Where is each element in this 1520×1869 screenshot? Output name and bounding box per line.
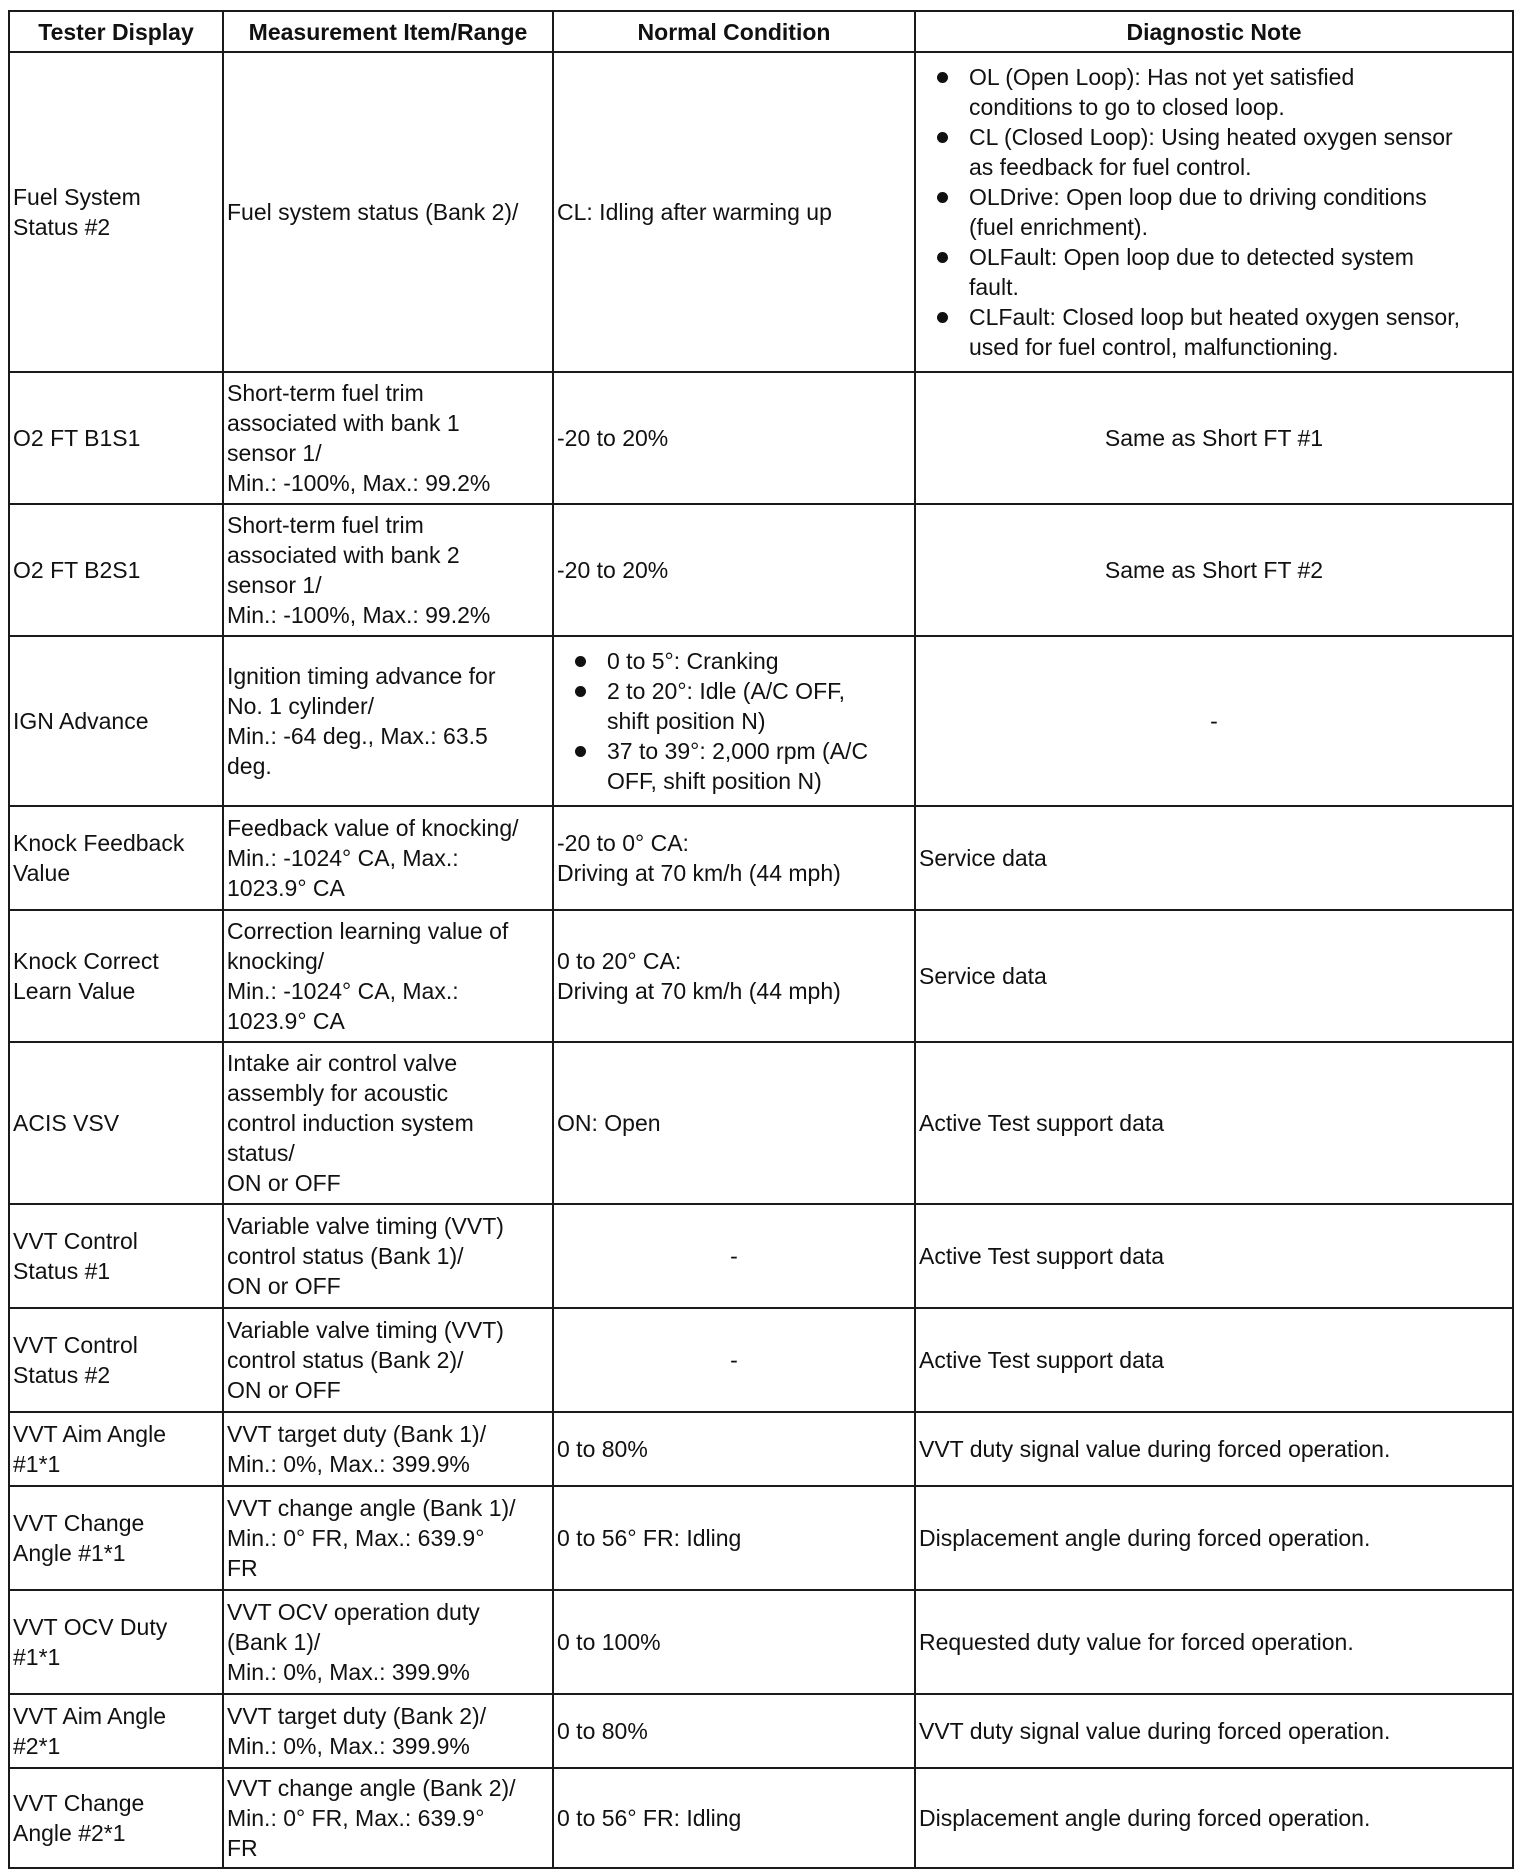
line: fault. <box>969 274 1019 300</box>
line: VVT Change <box>13 1790 145 1816</box>
line: ACIS VSV <box>13 1110 120 1136</box>
cell-normal-condition <box>553 372 915 504</box>
table-row <box>9 910 1513 1042</box>
line: (Bank 1)/ <box>227 1629 321 1655</box>
line: Min.: 0° FR, Max.: 639.9° <box>227 1525 485 1551</box>
bullet-item <box>607 676 911 736</box>
line: VVT Control <box>13 1332 138 1358</box>
cell-normal-condition <box>553 636 915 806</box>
bullet-item <box>969 122 1509 182</box>
line: Value <box>13 860 71 886</box>
cell-tester-display <box>9 372 223 504</box>
line: Variable valve timing (VVT) <box>227 1317 504 1343</box>
header-tester-display: Tester Display <box>9 11 223 52</box>
line: control status (Bank 2)/ <box>227 1347 464 1373</box>
cell-diagnostic-note: Active Test support data <box>915 1042 1513 1204</box>
line: IGN Advance <box>13 708 149 734</box>
line: associated with bank 1 <box>227 410 460 436</box>
line: Min.: -100%, Max.: 99.2% <box>227 602 491 628</box>
bullet-list <box>557 646 911 796</box>
cell-measurement <box>223 52 553 372</box>
cell-measurement <box>223 1768 553 1868</box>
line: VVT Change <box>13 1510 145 1536</box>
cell-normal-condition <box>553 1486 915 1590</box>
line: Min.: -1024° CA, Max.: <box>227 978 459 1004</box>
line: Fuel System <box>13 184 141 210</box>
bullet-item <box>969 302 1509 362</box>
line: OLDrive: Open loop due to driving conditions <box>969 184 1427 210</box>
data-list-table <box>8 10 1514 1869</box>
line: VVT OCV operation duty <box>227 1599 480 1625</box>
cell-measurement <box>223 1486 553 1590</box>
line: 0 to 56° FR: Idling <box>557 1805 742 1831</box>
cell-tester-display <box>9 1486 223 1590</box>
cell-normal-condition <box>553 1590 915 1694</box>
line: control status (Bank 1)/ <box>227 1243 464 1269</box>
line: Fuel system status (Bank 2)/ <box>227 199 519 225</box>
line: Min.: -1024° CA, Max.: <box>227 845 459 871</box>
bullet-item <box>607 736 911 796</box>
line: Knock Feedback <box>13 830 185 856</box>
line: 0 to 80% <box>557 1718 648 1744</box>
line: deg. <box>227 753 272 779</box>
line: Status #2 <box>13 214 111 240</box>
line: ON or OFF <box>227 1273 341 1299</box>
line: 0 to 5°: Cranking <box>607 648 779 674</box>
line: sensor 1/ <box>227 440 322 466</box>
line: shift position N) <box>607 708 766 734</box>
line: Learn Value <box>13 978 136 1004</box>
cell-measurement <box>223 1694 553 1768</box>
line: control induction system <box>227 1110 474 1136</box>
table-row <box>9 1486 1513 1590</box>
line: Driving at 70 km/h (44 mph) <box>557 860 841 886</box>
line: Min.: 0%, Max.: 399.9% <box>227 1451 470 1477</box>
bullet-item <box>969 62 1509 122</box>
line: conditions to go to closed loop. <box>969 94 1285 120</box>
line: 0 to 56° FR: Idling <box>557 1525 742 1551</box>
cell-diagnostic-note: VVT duty signal value during forced operation. <box>915 1694 1513 1768</box>
cell-tester-display <box>9 1204 223 1308</box>
cell-tester-display <box>9 1412 223 1486</box>
line: #1*1 <box>13 1451 61 1477</box>
cell-diagnostic-note: VVT duty signal value during forced operation. <box>915 1412 1513 1486</box>
line: Intake air control valve <box>227 1050 458 1076</box>
line: VVT Control <box>13 1228 138 1254</box>
line: Knock Correct <box>13 948 159 974</box>
line: Feedback value of knocking/ <box>227 815 519 841</box>
line: Min.: 0%, Max.: 399.9% <box>227 1659 470 1685</box>
table-row <box>9 52 1513 372</box>
line: O2 FT B1S1 <box>13 425 141 451</box>
line: CLFault: Closed loop but heated oxygen sensor, <box>969 304 1460 330</box>
line: Status #1 <box>13 1258 111 1284</box>
cell-diagnostic-note <box>915 52 1513 372</box>
cell-tester-display <box>9 806 223 910</box>
cell-tester-display <box>9 1042 223 1204</box>
cell-diagnostic-note: Requested duty value for forced operation. <box>915 1590 1513 1694</box>
cell-diagnostic-note: Active Test support data <box>915 1204 1513 1308</box>
line: (fuel enrichment). <box>969 214 1148 240</box>
cell-tester-display <box>9 1308 223 1412</box>
line: #2*1 <box>13 1733 61 1759</box>
line: Variable valve timing (VVT) <box>227 1213 504 1239</box>
line: Min.: -64 deg., Max.: 63.5 <box>227 723 488 749</box>
table-row <box>9 1308 1513 1412</box>
cell-tester-display <box>9 52 223 372</box>
bullet-item <box>969 182 1509 242</box>
header-normal-condition: Normal Condition <box>553 11 915 52</box>
line: CL: Idling after warming up <box>557 199 832 225</box>
cell-measurement <box>223 636 553 806</box>
cell-measurement <box>223 504 553 636</box>
table-row <box>9 504 1513 636</box>
table-row <box>9 372 1513 504</box>
line: knocking/ <box>227 948 325 974</box>
cell-measurement <box>223 1308 553 1412</box>
cell-normal-condition: - <box>553 1308 915 1412</box>
line: as feedback for fuel control. <box>969 154 1252 180</box>
line: #1*1 <box>13 1644 61 1670</box>
cell-diagnostic-note: - <box>915 636 1513 806</box>
cell-normal-condition <box>553 910 915 1042</box>
cell-diagnostic-note: Displacement angle during forced operation. <box>915 1768 1513 1868</box>
header-diagnostic-note: Diagnostic Note <box>915 11 1513 52</box>
cell-measurement <box>223 910 553 1042</box>
cell-diagnostic-note: Same as Short FT #1 <box>915 372 1513 504</box>
bullet-item <box>607 646 911 676</box>
line: 0 to 100% <box>557 1629 661 1655</box>
line: Angle #2*1 <box>13 1820 126 1846</box>
line: O2 FT B2S1 <box>13 557 141 583</box>
cell-diagnostic-note: Active Test support data <box>915 1308 1513 1412</box>
line: Short-term fuel trim <box>227 512 424 538</box>
line: ON or OFF <box>227 1170 341 1196</box>
cell-normal-condition <box>553 1412 915 1486</box>
cell-measurement <box>223 1042 553 1204</box>
line: VVT change angle (Bank 1)/ <box>227 1495 516 1521</box>
table-row <box>9 1204 1513 1308</box>
line: VVT change angle (Bank 2)/ <box>227 1775 516 1801</box>
line: sensor 1/ <box>227 572 322 598</box>
line: OL (Open Loop): Has not yet satisfied <box>969 64 1355 90</box>
cell-normal-condition <box>553 1042 915 1204</box>
cell-diagnostic-note: Service data <box>915 910 1513 1042</box>
line: 0 to 80% <box>557 1436 648 1462</box>
header-measurement-item: Measurement Item/Range <box>223 11 553 52</box>
line: 2 to 20°: Idle (A/C OFF, <box>607 678 846 704</box>
cell-normal-condition <box>553 1768 915 1868</box>
line: Angle #1*1 <box>13 1540 126 1566</box>
line: -20 to 0° CA: <box>557 830 689 856</box>
line: -20 to 20% <box>557 557 669 583</box>
bullet-list <box>919 62 1509 362</box>
line: -20 to 20% <box>557 425 669 451</box>
cell-normal-condition <box>553 806 915 910</box>
cell-normal-condition <box>553 1694 915 1768</box>
line: VVT OCV Duty <box>13 1614 168 1640</box>
table-row <box>9 636 1513 806</box>
line: Min.: 0%, Max.: 399.9% <box>227 1733 470 1759</box>
table-row <box>9 1590 1513 1694</box>
line: ON or OFF <box>227 1377 341 1403</box>
cell-diagnostic-note: Displacement angle during forced operation. <box>915 1486 1513 1590</box>
line: VVT Aim Angle <box>13 1421 166 1447</box>
line: FR <box>227 1555 258 1581</box>
line: Min.: 0° FR, Max.: 639.9° <box>227 1805 485 1831</box>
cell-tester-display <box>9 504 223 636</box>
line: used for fuel control, malfunctioning. <box>969 334 1339 360</box>
line: CL (Closed Loop): Using heated oxygen sensor <box>969 124 1453 150</box>
line: ON: Open <box>557 1110 661 1136</box>
table-row <box>9 1768 1513 1868</box>
line: VVT target duty (Bank 2)/ <box>227 1703 487 1729</box>
table-row <box>9 1412 1513 1486</box>
cell-tester-display <box>9 910 223 1042</box>
cell-tester-display <box>9 636 223 806</box>
cell-measurement <box>223 1204 553 1308</box>
table-row <box>9 1042 1513 1204</box>
line: 37 to 39°: 2,000 rpm (A/C <box>607 738 869 764</box>
line: assembly for acoustic <box>227 1080 449 1106</box>
line: Status #2 <box>13 1362 111 1388</box>
line: 1023.9° CA <box>227 875 345 901</box>
cell-normal-condition <box>553 52 915 372</box>
cell-measurement <box>223 806 553 910</box>
bullet-item <box>969 242 1509 302</box>
line: Short-term fuel trim <box>227 380 424 406</box>
line: Ignition timing advance for <box>227 663 496 689</box>
cell-tester-display <box>9 1590 223 1694</box>
line: FR <box>227 1835 258 1861</box>
cell-measurement <box>223 372 553 504</box>
cell-tester-display <box>9 1768 223 1868</box>
cell-measurement <box>223 1590 553 1694</box>
cell-diagnostic-note: Same as Short FT #2 <box>915 504 1513 636</box>
line: VVT target duty (Bank 1)/ <box>227 1421 487 1447</box>
cell-diagnostic-note: Service data <box>915 806 1513 910</box>
line: associated with bank 2 <box>227 542 460 568</box>
line: OFF, shift position N) <box>607 768 822 794</box>
line: status/ <box>227 1140 295 1166</box>
line: Min.: -100%, Max.: 99.2% <box>227 470 491 496</box>
header-row <box>9 11 1513 52</box>
line: 1023.9° CA <box>227 1008 345 1034</box>
line: VVT Aim Angle <box>13 1703 166 1729</box>
cell-normal-condition: - <box>553 1204 915 1308</box>
line: OLFault: Open loop due to detected system <box>969 244 1414 270</box>
line: Correction learning value of <box>227 918 509 944</box>
table-row <box>9 806 1513 910</box>
cell-normal-condition <box>553 504 915 636</box>
table-row <box>9 1694 1513 1768</box>
line: No. 1 cylinder/ <box>227 693 375 719</box>
cell-measurement <box>223 1412 553 1486</box>
cell-tester-display <box>9 1694 223 1768</box>
line: Driving at 70 km/h (44 mph) <box>557 978 841 1004</box>
line: 0 to 20° CA: <box>557 948 682 974</box>
